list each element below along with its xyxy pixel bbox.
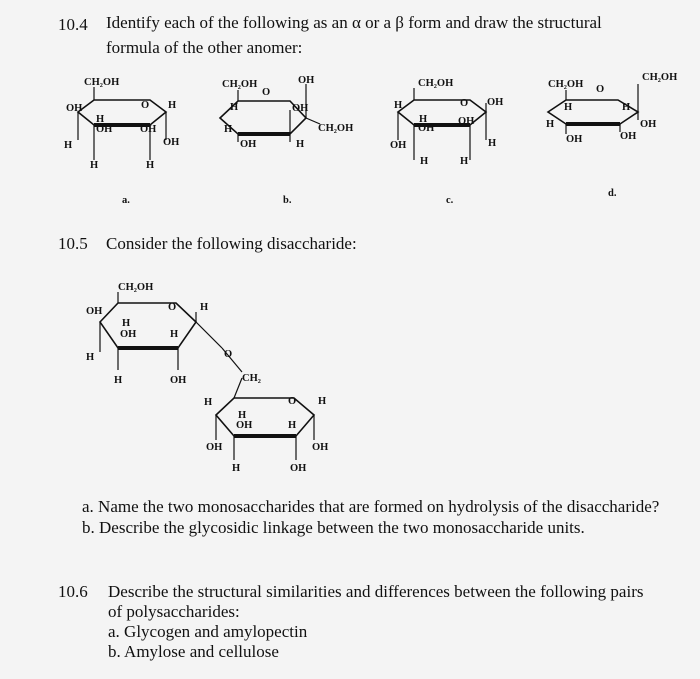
a-h-c1: H: [168, 100, 177, 111]
structure-a: [64, 77, 179, 171]
di-top-oh-bottom: OH: [170, 375, 187, 386]
a-oh-c3: OH: [96, 124, 113, 135]
a-oh-left: OH: [66, 103, 83, 114]
a-oh-c1: OH: [163, 137, 180, 148]
d-oh-c4: OH: [640, 119, 657, 130]
di-top-ch2oh: CH₂OH: [118, 282, 154, 293]
c-oh-left: OH: [390, 140, 407, 151]
d-ch2oh-left: CH₂OH: [548, 79, 584, 90]
q105-part-b: b. Describe the glycosidic linkage between the two monosaccharide units.: [82, 518, 585, 537]
c-h-c1: H: [488, 138, 497, 149]
d-h-c5: H: [564, 102, 573, 113]
di-bottom-oh-c3: OH: [236, 420, 253, 431]
di-top-ring-o: O: [168, 302, 177, 313]
b-ch2oh-left: CH₂OH: [222, 79, 258, 90]
b-h-c2: H: [296, 139, 305, 150]
q106-item-b: b. Amylose and cellulose: [108, 642, 279, 661]
b-oh-c2: OH: [292, 103, 309, 114]
q105-number: 10.5: [58, 234, 88, 253]
q106-number: 10.6: [58, 582, 88, 601]
di-top-h-c1: H: [200, 302, 209, 313]
di-bottom-h-c4: H: [204, 397, 213, 408]
di-top-h-left: H: [86, 352, 95, 363]
c-h-c3: H: [420, 156, 429, 167]
a-h-c4: H: [96, 114, 105, 125]
c-ring-o: O: [460, 98, 469, 109]
di-top-h-c4: H: [122, 318, 131, 329]
a-h-c2: H: [146, 160, 155, 171]
d-oh-c3: OH: [620, 131, 637, 142]
di-bottom-oh-right: OH: [312, 442, 329, 453]
c-oh-c1: OH: [487, 97, 504, 108]
q104-number: 10.4: [58, 15, 88, 34]
a-ch2oh: CH₂OH: [84, 77, 120, 88]
di-bottom-h-c2: H: [288, 420, 297, 431]
b-oh-c4: OH: [240, 139, 257, 150]
structure-c-label: c.: [446, 195, 454, 206]
q105-part-a: a. Name the two monosaccharides that are formed on hydrolysis of the disaccharide?: [82, 497, 660, 516]
b-h-c3: H: [224, 124, 233, 135]
b-ring-o: O: [262, 87, 271, 98]
structure-b-label: b.: [283, 195, 292, 206]
disaccharide-structure: [86, 282, 328, 474]
b-oh-top: OH: [298, 75, 315, 86]
structure-b: [220, 75, 353, 150]
a-oh-c2: OH: [140, 124, 157, 135]
di-top-h-bottom: H: [114, 375, 123, 386]
d-ch2oh-right: CH₂OH: [642, 72, 678, 83]
a-h-left: H: [64, 140, 73, 151]
q106-text-line1: Describe the structural similarities and differences between the following pairs: [108, 582, 644, 601]
di-bottom-oh-left: OH: [206, 442, 223, 453]
q106-item-a: a. Glycogen and amylopectin: [108, 622, 308, 641]
di-bottom-oh-bottom: OH: [290, 463, 307, 474]
a-ring-o: O: [141, 100, 150, 111]
di-bottom-ch2: CH₂: [242, 373, 261, 384]
structure-d: [546, 72, 677, 145]
c-oh-c3: OH: [418, 123, 435, 134]
d-oh-c2: OH: [566, 134, 583, 145]
structure-c: [390, 78, 503, 167]
c-h-c2: H: [460, 156, 469, 167]
d-h-c2: H: [546, 119, 555, 130]
q104-text-line2: formula of the other anomer:: [106, 38, 303, 57]
di-glycosidic-o: O: [224, 349, 233, 360]
di-bottom-h-c1: H: [318, 396, 327, 407]
b-ch2oh-c1: CH₂OH: [318, 123, 354, 134]
c-oh-c2: OH: [458, 116, 475, 127]
c-h-c4: H: [419, 114, 428, 125]
di-bottom-ring-o: O: [288, 396, 297, 407]
a-h-c3: H: [90, 160, 99, 171]
di-top-oh-left: OH: [86, 306, 103, 317]
q104-text-line1: Identify each of the following as an α or a β form and draw the structural: [106, 13, 602, 32]
d-ring-o: O: [596, 84, 605, 95]
di-top-h-c2: H: [170, 329, 179, 340]
c-ch2oh: CH₂OH: [418, 78, 454, 89]
q105-text: Consider the following disaccharide:: [106, 234, 357, 253]
c-h-c5: H: [394, 100, 403, 111]
q106-text-line2: of polysaccharides:: [108, 602, 240, 621]
di-bottom-h-c3: H: [238, 410, 247, 421]
di-top-oh-c3: OH: [120, 329, 137, 340]
d-h-c4: H: [622, 102, 631, 113]
b-h-c4: H: [230, 102, 239, 113]
structure-a-label: a.: [122, 195, 130, 206]
structure-d-label: d.: [608, 188, 617, 199]
di-bottom-h-bottom: H: [232, 463, 241, 474]
